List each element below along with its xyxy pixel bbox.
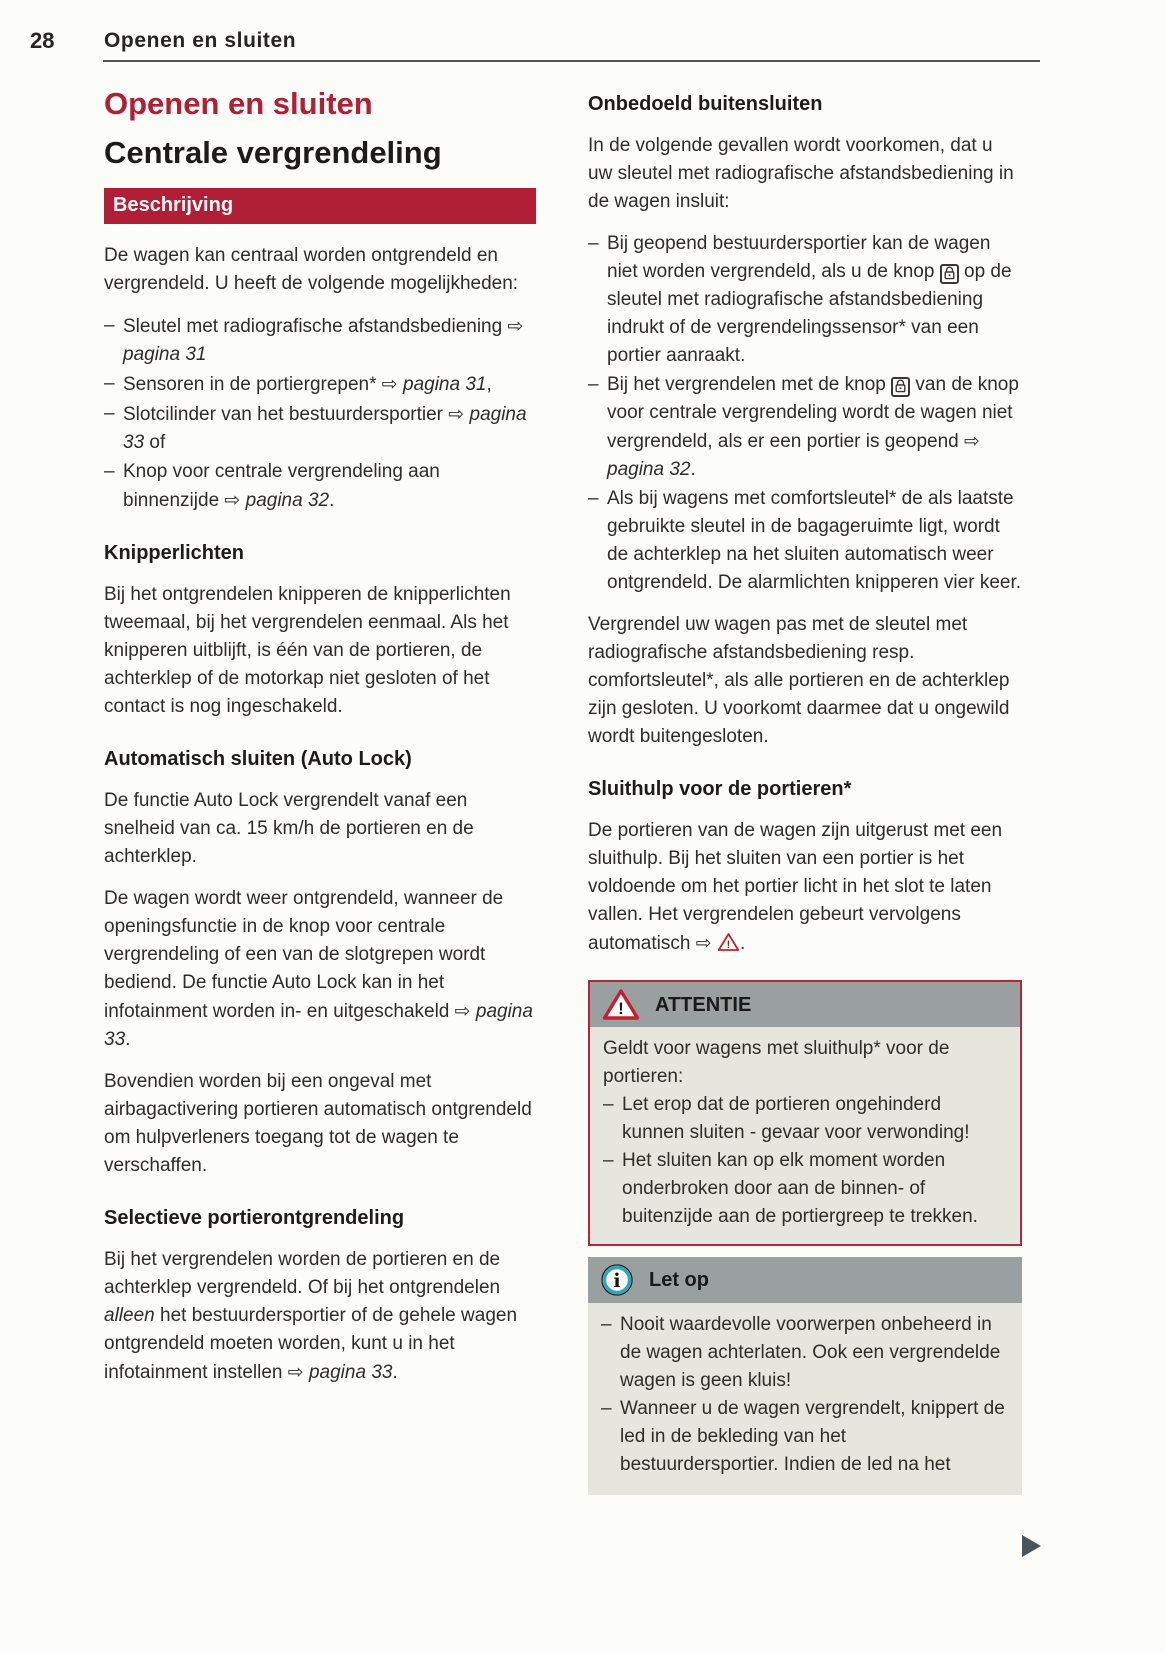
page-ref: pagina 32: [607, 459, 691, 480]
continuation-arrow-icon: [1022, 1535, 1041, 1557]
subheading-onbedoeld-buitensluiten: Onbedoeld buitensluiten: [588, 93, 823, 115]
paragraph: Bovendien worden bij een ongeval met airbagactivering portieren automatisch ontgrendeld om hulpverleners toegang tot de wagen te verschaffen.: [104, 1071, 532, 1176]
list-item: – Slotcilinder van het bestuurdersportier ⇨ pagina 33 of: [104, 400, 536, 457]
subheading-knipperlichten: Knipperlichten: [104, 542, 245, 564]
page-ref: pagina 31: [403, 374, 487, 395]
page-ref: pagina 31: [123, 344, 207, 365]
page-ref: pagina 33: [308, 1362, 393, 1383]
subheading-selectieve-ontgrendeling: Selectieve portierontgrendeling: [104, 1207, 405, 1229]
page-ref-arrow-icon: ⇨: [507, 315, 524, 337]
subheading-auto-lock: Automatisch sluiten (Auto Lock): [104, 748, 412, 770]
note-list: [601, 1311, 1009, 1479]
page-ref: pagina 33: [123, 404, 527, 453]
list-item: – Bij het vergrendelen met de knop van de knop voor centrale vergrendeling wordt de wagen niet vergrendeld, als er een portier is geopend ⇨ pagina 32.: [588, 371, 1022, 484]
intro-paragraph: De wagen kan centraal worden ontgrendeld en vergrendeld. U heeft de volgende mogelijkheden:: [104, 245, 519, 294]
running-header-title: Openen en sluiten: [104, 29, 297, 52]
page-ref-arrow-icon: ⇨: [695, 932, 712, 954]
page-ref: pagina 32: [245, 490, 330, 511]
unlock-options-list: [104, 312, 536, 515]
paragraph: De portieren van de wagen zijn uitgerust met een sluithulp. Bij het sluiten van een portier is het voldoende om het portier licht in het slot te laten vallen. Het vergrendelen gebeurt vervolgens automatisch ⇨ ! .: [588, 820, 1003, 954]
paragraph: Bij het vergrendelen worden de portieren en de achterklep vergrendeld. Of bij het ontgrendelen alleen het bestuurdersportier of de gehele wagen ontgrendeld moeten worden, kunt u in het infotainment instellen ⇨ pagina 33.: [104, 1249, 518, 1383]
page-ref-arrow-icon: ⇨: [381, 373, 398, 395]
section-title: Centrale vergrendeling: [104, 135, 442, 170]
paragraph: De functie Auto Lock vergrendelt vanaf een snelheid van ca. 15 km/h de portieren en de achterklep.: [104, 790, 474, 867]
attention-box-header: [590, 982, 1020, 1027]
svg-text:!: !: [726, 939, 731, 951]
warning-triangle-icon: [602, 988, 640, 1021]
attention-list: [603, 1091, 1007, 1231]
list-item: – Nooit waardevolle voorwerpen onbeheerd in de wagen achterlaten. Ook een vergrendelde wagen is geen kluis!: [601, 1311, 1009, 1395]
lockout-cases-list: [588, 230, 1022, 597]
attention-box-title: ATTENTIE: [655, 993, 752, 1016]
list-item: – Bij geopend bestuurdersportier kan de wagen niet worden vergrendeld, als u de knop op de sleutel met radiografische afstandsbediening indrukt of de vergrendelingssensor* van een portier aanraakt.: [588, 230, 1022, 370]
list-item: – Het sluiten kan op elk moment worden onderbroken door aan de binnen- of buitenzijde aan de portiergreep te trekken.: [603, 1147, 1007, 1231]
right-column: [588, 84, 1022, 1495]
lock-key-icon: [891, 377, 910, 397]
paragraph: Vergrendel uw wagen pas met de sleutel met radiografische afstandsbediening resp. comfortsleutel*, als alle portieren en de achterklep zijn gesloten. U voorkomt daarmee dat u ongewild wordt buitengesloten.: [588, 614, 1010, 747]
page-ref-arrow-icon: ⇨: [224, 489, 241, 511]
svg-text:i: i: [613, 1270, 621, 1292]
page-number: 28: [30, 28, 55, 53]
paragraph: Bij het ontgrendelen knipperen de knipperlichten tweemaal, bij het vergrendelen eenmaal. Als het knipperen uitblijft, is één van de portieren, de achterklep of de motorkap niet gesloten of het contact is nog ingeschakeld.: [104, 584, 511, 717]
list-item: – Sensoren in de portiergrepen* ⇨ pagina 31,: [104, 370, 536, 399]
attention-box: [588, 980, 1022, 1246]
svg-text:!: !: [618, 999, 624, 1018]
warning-triangle-icon: [717, 932, 740, 952]
list-item: – Als bij wagens met comfortsleutel* de als laatste gebruikte sleutel in de bagageruimte ligt, wordt de achterklep na het sluiten automatisch weer ontgrendeld. De alarmlichten knipperen vier keer.: [588, 485, 1022, 597]
lock-key-icon: [940, 264, 959, 284]
paragraph: De wagen wordt weer ontgrendeld, wanneer de openingsfunctie in de knop voor centrale vergrendeling of een van de slotgrepen wordt bediend. De functie Auto Lock kan in het infotainment worden in- en uitgeschakeld ⇨ pagina 33.: [104, 888, 533, 1050]
list-item: – Let erop dat de portieren ongehinderd kunnen sluiten - gevaar voor verwonding!: [603, 1091, 1007, 1147]
list-item: – Wanneer u de wagen vergrendelt, knippert de led in de bekleding van het bestuurdersportier. Indien de led na het: [601, 1395, 1009, 1479]
page-ref-arrow-icon: ⇨: [964, 430, 980, 452]
page-ref-arrow-icon: ⇨: [454, 1000, 471, 1022]
page-ref: pagina 33: [104, 1001, 533, 1050]
note-box: [588, 1257, 1022, 1495]
note-box-title: Let op: [649, 1269, 709, 1291]
list-item: – Knop voor centrale vergrendeling aan binnenzijde ⇨ pagina 32.: [104, 458, 536, 515]
left-column: [104, 84, 536, 1387]
subheading-sluithulp: Sluithulp voor de portieren*: [588, 778, 852, 800]
attention-intro: Geldt voor wagens met sluithulp* voor de portieren:: [603, 1038, 950, 1087]
note-box-body: [588, 1303, 1022, 1495]
list-item: – Sleutel met radiografische afstandsbediening ⇨ pagina 31: [104, 312, 536, 369]
emphasis-alleen: alleen: [104, 1305, 155, 1326]
page-ref-arrow-icon: ⇨: [448, 403, 465, 425]
page-ref-arrow-icon: ⇨: [287, 1361, 304, 1383]
header-rule: [103, 60, 1040, 62]
beschrijving-banner: Beschrijving: [104, 188, 536, 224]
attention-box-body: [590, 1027, 1020, 1244]
note-box-header: [588, 1257, 1022, 1303]
paragraph: In de volgende gevallen wordt voorkomen, dat u uw sleutel met radiografische afstandsbediening in de wagen insluit:: [588, 135, 1014, 212]
info-icon: [600, 1263, 634, 1297]
chapter-title: Openen en sluiten: [104, 86, 373, 121]
